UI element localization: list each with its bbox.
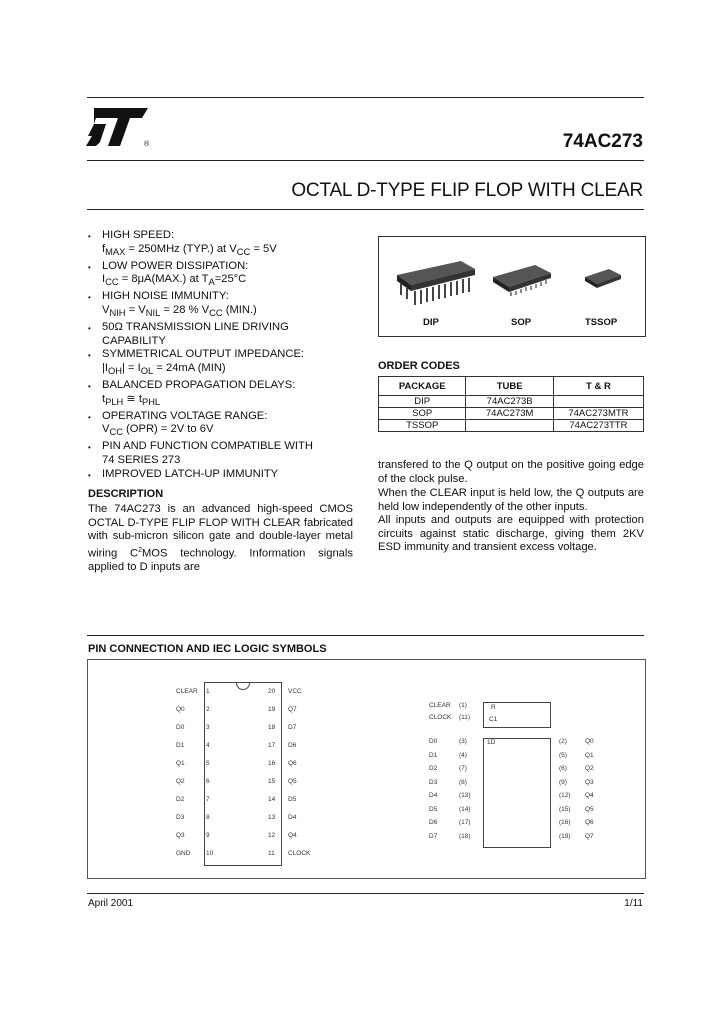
right-pin-label: CLOCK — [288, 850, 311, 857]
iec-input-label: D7 — [429, 832, 438, 840]
left-pin-label: GND — [176, 850, 191, 857]
right-pin-number: 15 — [268, 778, 276, 785]
right-pin-label: Q6 — [288, 760, 297, 767]
iec-output-number: (16) — [559, 819, 571, 826]
feature-item: • BALANCED PROPAGATION DELAYS: — [88, 378, 296, 391]
right-pin-number: 18 — [268, 724, 276, 731]
iec-output-number: (15) — [559, 805, 571, 813]
top-rule — [87, 97, 644, 98]
iec-output-label: Q7 — [585, 832, 594, 840]
left-pin-label: CLEAR — [176, 688, 198, 695]
feature-item: • LOW POWER DISSIPATION: — [88, 259, 249, 272]
table-cell: 74AC273B — [466, 396, 553, 408]
right-pin-number: 20 — [268, 688, 276, 695]
footer-page: 1/11 — [624, 898, 643, 909]
feature-item: • OPERATING VOLTAGE RANGE: — [88, 409, 268, 422]
right-pin-label: VCC — [288, 688, 302, 695]
iec-input-label: CLEAR — [429, 702, 451, 709]
feature-item: • SYMMETRICAL OUTPUT IMPEDANCE: — [88, 348, 305, 361]
table-header-row — [379, 377, 644, 396]
dip-package-image — [391, 255, 479, 313]
left-pin-label: D1 — [176, 742, 185, 749]
right-pin-number: 19 — [268, 706, 276, 713]
iec-input-label: D4 — [429, 792, 438, 799]
table-cell: 74AC273M — [466, 408, 553, 420]
footer-date: April 2001 — [88, 898, 134, 909]
left-pin-label: Q1 — [176, 760, 185, 767]
svg-text:®: ® — [144, 141, 150, 148]
table-row — [379, 408, 644, 420]
table-row — [379, 396, 644, 408]
dip-label: DIP — [423, 317, 439, 328]
feature-item: • HIGH NOISE IMMUNITY: — [88, 290, 229, 303]
iec-output-number: (5) — [559, 751, 567, 759]
iec-output-label: Q6 — [585, 819, 594, 826]
sop-label: SOP — [511, 317, 532, 328]
iec-output-number: (2) — [559, 738, 567, 745]
sop-package-image — [489, 261, 555, 301]
iec-input-number: (4) — [459, 751, 467, 759]
table-cell — [553, 396, 643, 408]
iec-output-label: Q1 — [585, 751, 594, 759]
order-codes-heading: ORDER CODES — [378, 360, 460, 372]
tssop-package-image — [581, 265, 625, 295]
right-pin-number: 13 — [268, 814, 276, 821]
iec-input-label: D2 — [429, 765, 438, 772]
table-cell: 74AC273MTR — [553, 408, 643, 420]
left-pin-number: 1 — [206, 688, 210, 695]
right-pin-label: D5 — [288, 796, 297, 803]
left-pin-number: 10 — [206, 850, 214, 857]
iec-input-number: (3) — [459, 738, 467, 745]
iec-input-number: (11) — [459, 714, 471, 721]
iec-clock-label: C1 — [489, 716, 498, 723]
iec-data-label: 1D — [487, 739, 496, 746]
iec-input-number: (17) — [459, 819, 471, 826]
package-box — [378, 236, 646, 337]
iec-input-label: D6 — [429, 819, 438, 826]
right-pin-number: 16 — [268, 760, 276, 767]
iec-output-label: Q2 — [585, 765, 594, 772]
right-pin-label: Q4 — [288, 832, 297, 839]
left-pin-label: Q0 — [176, 706, 185, 713]
iec-output-number: (9) — [559, 778, 567, 786]
left-pin-label: D3 — [176, 814, 185, 821]
feature-item: • 50Ω TRANSMISSION LINE DRIVING — [88, 320, 289, 333]
left-pin-label: D0 — [176, 724, 185, 731]
iec-input-label: D5 — [429, 805, 438, 813]
iec-input-number: (8) — [459, 778, 467, 786]
feature-detail: 74 SERIES 273 — [102, 453, 181, 466]
right-pin-number: 17 — [268, 742, 276, 749]
iec-input-number: (14) — [459, 805, 471, 813]
st-logo-icon — [86, 106, 152, 148]
left-pin-label: Q3 — [176, 832, 185, 839]
dip-pinout — [170, 680, 330, 870]
table-cell — [466, 420, 553, 432]
iec-input-label: D1 — [429, 751, 438, 759]
iec-input-number: (7) — [459, 765, 467, 772]
right-pin-number: 12 — [268, 832, 276, 839]
column-header: PACKAGE — [379, 377, 466, 396]
table-cell: TSSOP — [379, 420, 466, 432]
column-header: TUBE — [466, 377, 553, 396]
feature-detail: CAPABILITY — [102, 334, 166, 347]
feature-item: • HIGH SPEED: — [88, 229, 175, 241]
column-header: T & R — [553, 377, 643, 396]
footer-rule — [87, 893, 644, 894]
feature-list — [88, 229, 353, 481]
right-pin-label: D6 — [288, 742, 297, 749]
table-cell: 74AC273TTR — [553, 420, 643, 432]
left-pin-label: Q2 — [176, 778, 185, 785]
pin-section-heading: PIN CONNECTION AND IEC LOGIC SYMBOLS — [88, 643, 327, 655]
iec-input-label: D0 — [429, 738, 438, 745]
feature-detail: $I_{CC} = 8\mu A(MAX.)$ at $T_A=25^\circ C$ — [102, 273, 247, 288]
feature-item: • PIN AND FUNCTION COMPATIBLE WITH — [88, 440, 313, 453]
iec-output-label: Q0 — [585, 738, 594, 745]
description-right-3: All inputs and outputs are equipped with protection circuits against static discharge, giving them 2KV ESD immunity and transient excess voltage. — [378, 514, 644, 554]
iec-output-number: (19) — [559, 832, 571, 840]
table-cell: DIP — [379, 396, 466, 408]
right-pin-label: Q5 — [288, 778, 297, 785]
feature-detail: $t_{PLH}$ ≅ $t_{PHL}$ — [102, 392, 161, 407]
iec-output-label: Q4 — [585, 792, 594, 799]
feature-detail: $V_{CC}$ (OPR) = 2V to 6V — [102, 423, 214, 438]
left-pin-number: 6 — [206, 778, 210, 785]
left-pin-number: 3 — [206, 724, 210, 731]
tssop-label: TSSOP — [585, 317, 618, 328]
iec-register-block — [483, 738, 551, 848]
table-cell: SOP — [379, 408, 466, 420]
description-right-1: transfered to the Q output on the positive going edge of the clock pulse. — [378, 459, 644, 485]
description-heading: DESCRIPTION — [88, 488, 164, 500]
iec-input-label: CLOCK — [429, 714, 452, 721]
order-codes-table — [378, 376, 644, 432]
section-rule — [87, 635, 644, 636]
iec-logic-symbol — [425, 696, 625, 866]
iec-output-label: Q3 — [585, 778, 594, 786]
header-rule — [87, 160, 644, 161]
document-title: OCTAL D-TYPE FLIP FLOP WITH CLEAR — [291, 180, 643, 201]
description-right-2: When the CLEAR input is held low, the Q outputs are held low independently of the other inputs. — [378, 487, 644, 513]
feature-detail: $f_{MAX} = 250MHz$ (TYP.) at $V_{CC} = 5V$ — [102, 242, 277, 257]
part-number: 74AC273 — [562, 131, 643, 152]
description-left: The 74AC273 is an advanced high-speed CMOS OCTAL D-TYPE FLIP FLOP WITH CLEAR fabricated with sub-micron silicon gate and double-layer metal wiring $C^2MOS$ technology. Information signals applied to D inputs are — [88, 503, 353, 574]
iec-input-number: (1) — [459, 702, 467, 709]
right-pin-number: 11 — [268, 850, 275, 857]
feature-detail: $V_{NIH} = V_{NIL} = 28$ % $V_{CC}$ (MIN.) — [102, 303, 257, 319]
iec-output-label: Q5 — [585, 805, 594, 813]
right-pin-number: 14 — [268, 796, 276, 803]
left-pin-number: 7 — [206, 796, 210, 803]
table-row — [379, 420, 644, 432]
left-pin-number: 2 — [206, 706, 210, 713]
left-pin-number: 8 — [206, 814, 210, 821]
left-pin-label: D2 — [176, 796, 185, 803]
feature-detail: $|I_{OH}| = I_{OL} = 24mA$ (MIN) — [102, 362, 226, 377]
iec-input-label: D3 — [429, 778, 438, 786]
feature-item: • IMPROVED LATCH-UP IMMUNITY — [88, 467, 279, 480]
iec-reset-label: R — [491, 704, 496, 711]
left-pin-number: 5 — [206, 760, 210, 767]
iec-input-number: (18) — [459, 832, 471, 840]
iec-output-number: (6) — [559, 765, 567, 772]
iec-output-number: (12) — [559, 792, 571, 799]
right-pin-label: D4 — [288, 814, 297, 821]
right-pin-label: D7 — [288, 724, 297, 731]
left-pin-number: 4 — [206, 742, 210, 749]
title-rule — [87, 209, 644, 210]
iec-input-number: (13) — [459, 792, 471, 799]
right-pin-label: Q7 — [288, 706, 297, 713]
left-pin-number: 9 — [206, 832, 210, 839]
